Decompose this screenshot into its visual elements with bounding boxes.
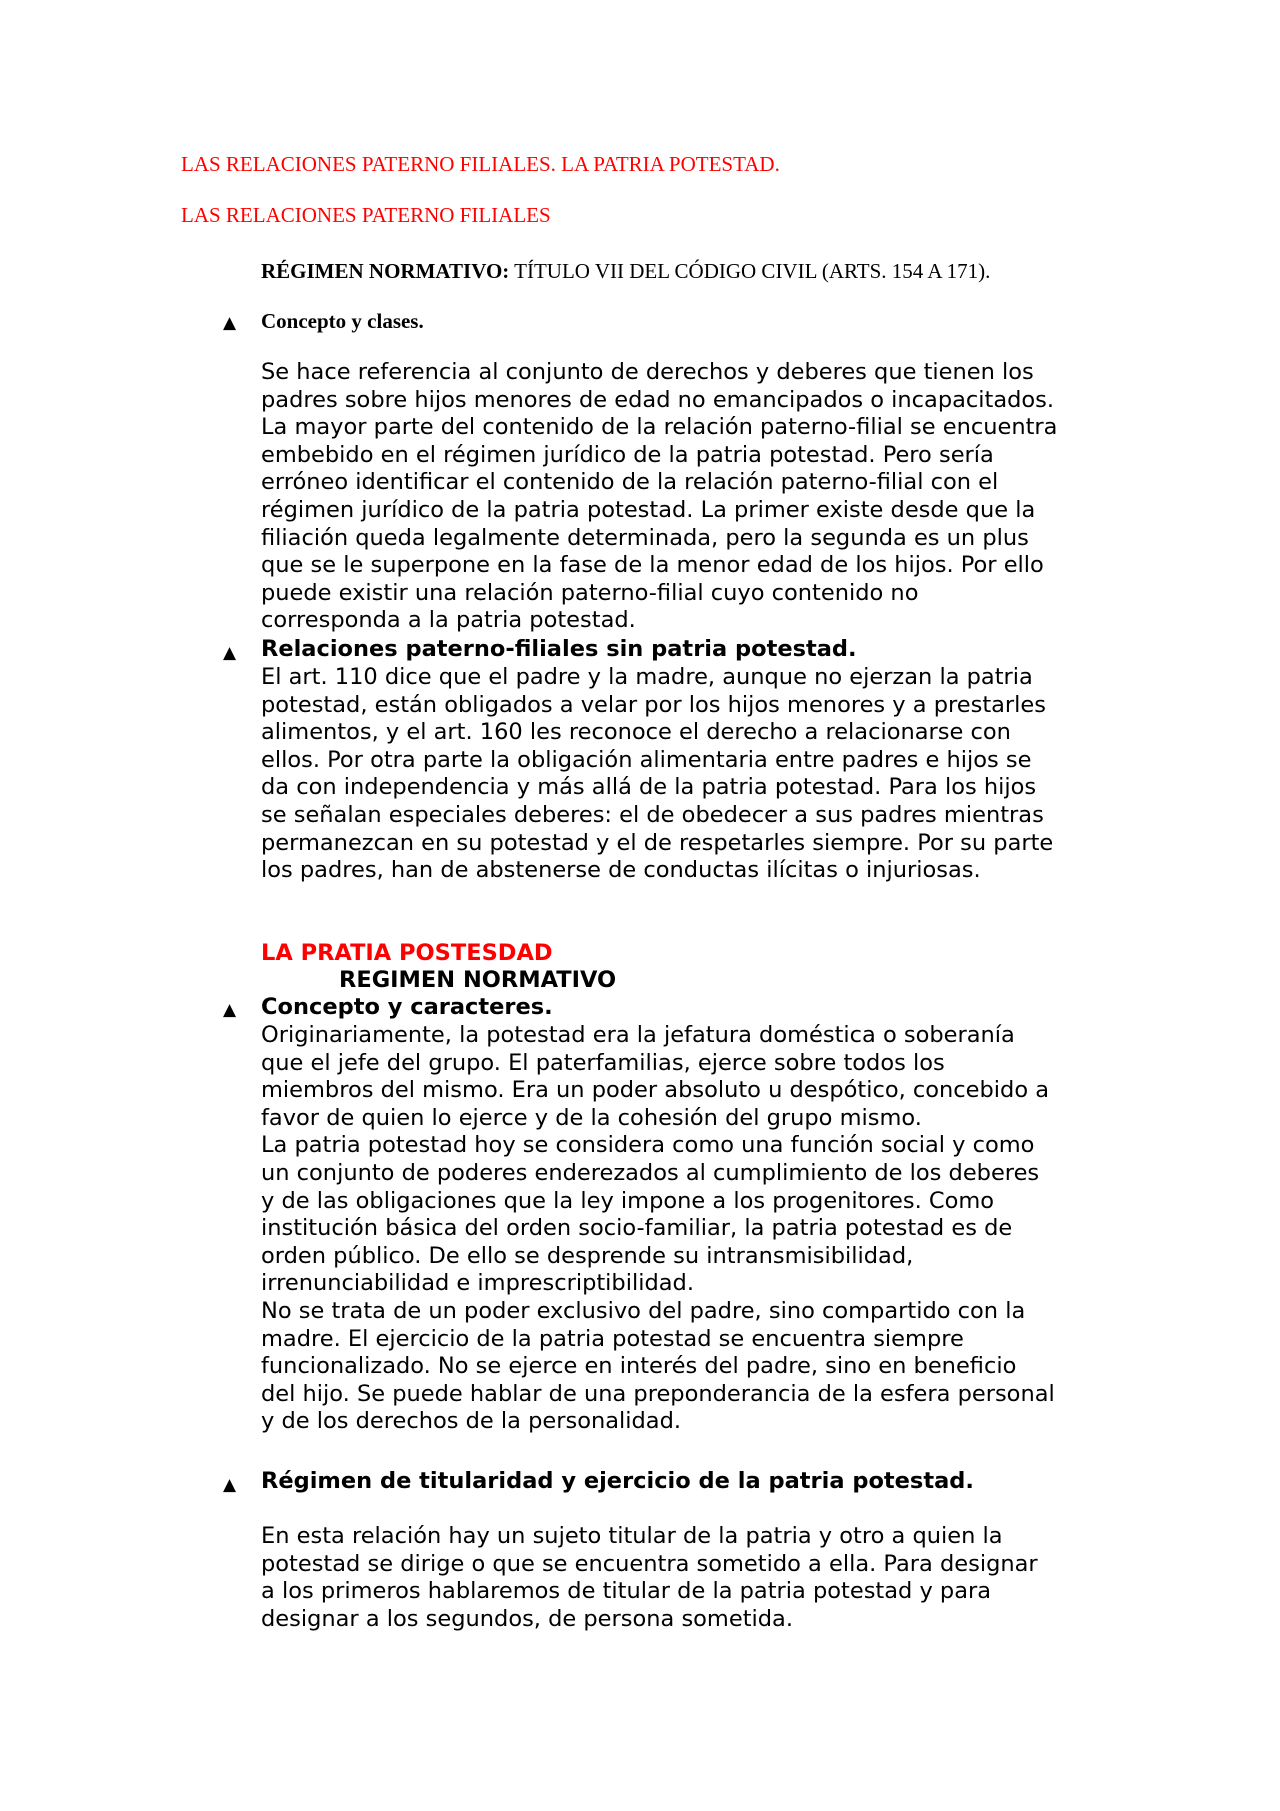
paragraph-regimen-titularidad: En esta relación hay un sujeto titular de la patria y otro a quien la potestad se dirige o que se encuentra sometido a ella. Para designar a los primeros hablaremos de titular de la patria potestad y para designar a los segundos, de persona sometida. — [261, 1523, 1038, 1632]
regimen-normativo-line — [261, 259, 990, 284]
section-title-relaciones: LAS RELACIONES PATERNO FILIALES — [181, 203, 551, 227]
bullet-triangle-icon: ▲ — [223, 1475, 237, 1495]
section-title-patria-potestad: LA PRATIA POSTESDAD — [261, 940, 553, 966]
paragraph-relaciones-sin-patria: El art. 110 dice que el padre y la madre, aunque no ejerzan la patria potestad, están obligados a velar por los hijos menores y a prestarles alimentos, y el art. 160 les reconoce el derecho a relacionarse con ellos. Por otra parte la obligación alimentaria entre padres e hijos se da con independencia y más allá de la patria potestad. Para los hijos se señalan especiales deberes: el de obedecer a sus padres mientras permanezcan en su potestad y el de respetarles siempre. Por su parte los padres, han de abstenerse de conductas ilícitas o injuriosas. — [261, 664, 1054, 884]
heading-relaciones-sin-patria: Relaciones paterno-filiales sin patria potestad. — [261, 636, 857, 662]
paragraph-concepto-clases: Se hace referencia al conjunto de derechos y deberes que tienen los padres sobre hijos menores de edad no emancipados o incapacitados. La mayor parte del contenido de la relación paterno-filial se encuentra embebido en el régimen jurídico de la patria potestad. Pero sería erróneo identificar el contenido de la relación paterno-filial con el régimen jurídico de la patria potestad. La primer existe desde que la filiación queda legalmente determinada, pero la segunda es un plus que se le superpone en la fase de la menor edad de los hijos. Por ello puede existir una relación paterno-filial cuyo contenido no corresponda a la patria potestad. — [261, 359, 1058, 634]
bullet-triangle-icon: ▲ — [223, 1000, 237, 1020]
regimen-label: RÉGIMEN NORMATIVO: — [261, 259, 510, 283]
document-title: LAS RELACIONES PATERNO FILIALES. LA PATRIA POTESTAD. — [181, 152, 780, 176]
bullet-triangle-icon: ▲ — [223, 313, 237, 333]
heading-regimen-titularidad: Régimen de titularidad y ejercicio de la patria potestad. — [261, 1468, 974, 1494]
paragraph-concepto-caracteres: Originariamente, la potestad era la jefatura doméstica o soberanía que el jefe del grupo. El paterfamilias, ejerce sobre todos los miembros del mismo. Era un poder absoluto u despótico, concebido a favor de quien lo ejerce y de la cohesión del grupo mismo. La patria potestad hoy se considera como una función social y como un conjunto de poderes enderezados al cumplimiento de los deberes y de las obligaciones que la ley impone a los progenitores. Como institución básica del orden socio-familiar, la patria potestad es de orden público. De ello se desprende su intransmisibilidad, irrenunciabilidad e imprescriptibilidad. No se trata de un poder exclusivo del padre, sino compartido con la madre. El ejercicio de la patria potestad se encuentra siempre funcionalizado. No se ejerce en interés del padre, sino en beneficio del hijo. Se puede hablar de una preponderancia de la esfera personal y de los derechos de la personalidad. — [261, 1022, 1055, 1435]
regimen-text: TÍTULO VII DEL CÓDIGO CIVIL (ARTS. 154 A 171). — [509, 259, 991, 283]
heading-concepto-caracteres: Concepto y caracteres. — [261, 994, 553, 1020]
heading-concepto-clases: Concepto y clases. — [261, 309, 424, 333]
bullet-triangle-icon: ▲ — [223, 643, 237, 663]
subtitle-regimen-normativo: REGIMEN NORMATIVO — [339, 967, 617, 993]
